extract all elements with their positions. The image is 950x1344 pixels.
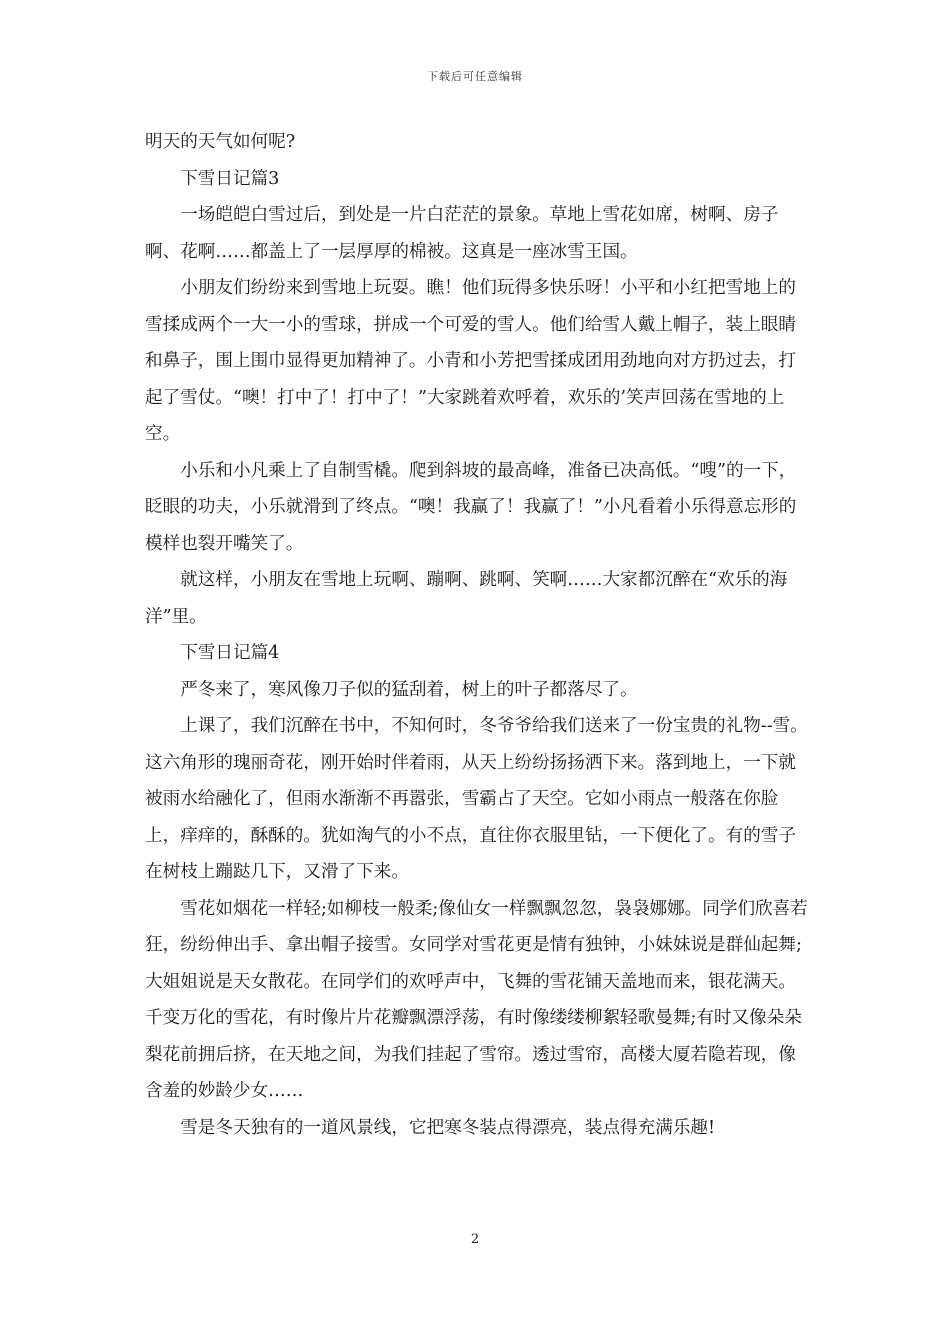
paragraph: 雪是冬天独有的一道风景线，它把寒冬装点得漂亮，装点得充满乐趣! <box>180 1117 716 1138</box>
paragraph: 雪花如烟花一样轻;如柳枝一般柔;像仙女一样飘飘忽忽，袅袅娜娜。同学们欣喜若狂，纷纷伸出手、拿出帽子接雪。女同学对雪花更是情有独钟，小妹妹说是群仙起舞;大姐姐说是天女散花。在同学们的欢呼声中，飞舞的雪花铺天盖地而来，银花满天。千变万化的雪花，有时像片片花瓣飘漂浮荡，有时像缕缕柳絮轻歌曼舞;有时又像朵朵梨花前拥后挤，在天地之间，为我们挂起了雪帘。透过雪帘，高楼大厦若隐若现，像含羞的妙龄少女…… <box>145 898 808 1101</box>
paragraph: 小朋友们纷纷来到雪地上玩耍。瞧！他们玩得多快乐呀！小平和小红把雪地上的雪揉成两个一大一小的雪球，拼成一个可爱的雪人。他们给雪人戴上帽子，装上眼睛和鼻子，围上围巾显得更加精神了。小青和小芳把雪揉成团用劲地向对方扔过去，打起了雪仗。“噢！打中了！打中了！”大家跳着欢呼着，欢乐的’笑声回荡在雪地的上空。 <box>145 278 796 444</box>
paragraph: 一场皑皑白雪过后，到处是一片白茫茫的景象。草地上雪花如席，树啊、房子啊、花啊……都盖上了一层厚厚的棉被。这真是一座冰雪王国。 <box>145 205 779 262</box>
section-heading: 下雪日记篇4 <box>180 643 280 663</box>
section-heading: 下雪日记篇3 <box>180 168 280 189</box>
paragraph: 严冬来了，寒风像刀子似的猛刮着，树上的叶子都落尽了。 <box>180 679 638 700</box>
paragraph: 就这样，小朋友在雪地上玩啊、蹦啊、跳啊、笑啊……大家都沉醉在“欢乐的海洋”里。 <box>145 570 788 627</box>
paragraph: 明天的天气如何呢? <box>145 132 296 152</box>
paragraph: 上课了，我们沉醉在书中，不知何时，冬爷爷给我们送来了一份宝贵的礼物--雪。这六角形的瑰丽奇花，刚开始时伴着雨，从天上纷纷扬扬洒下来。落到地上，一下就被雨水给融化了，但雨水渐渐不再嚣张，雪霸占了天空。它如小雨点一般落在你脸上，痒痒的，酥酥的。犹如淘气的小不点，直往你衣服里钻，一下便化了。有的雪子在树枝上蹦跶几下，又滑了下来。 <box>145 716 808 882</box>
paragraph: 小乐和小凡乘上了自制雪橇。爬到斜坡的最高峰，准备已决高低。“嗖”的一下，眨眼的功夫，小乐就滑到了终点。“噢！我赢了！我赢了！”小凡看着小乐得意忘形的模样也裂开嘴笑了。 <box>145 460 797 554</box>
page-number: 2 <box>470 1232 480 1247</box>
page-header: 下载后可任意编辑 <box>427 70 523 83</box>
document-body <box>145 124 810 1146</box>
